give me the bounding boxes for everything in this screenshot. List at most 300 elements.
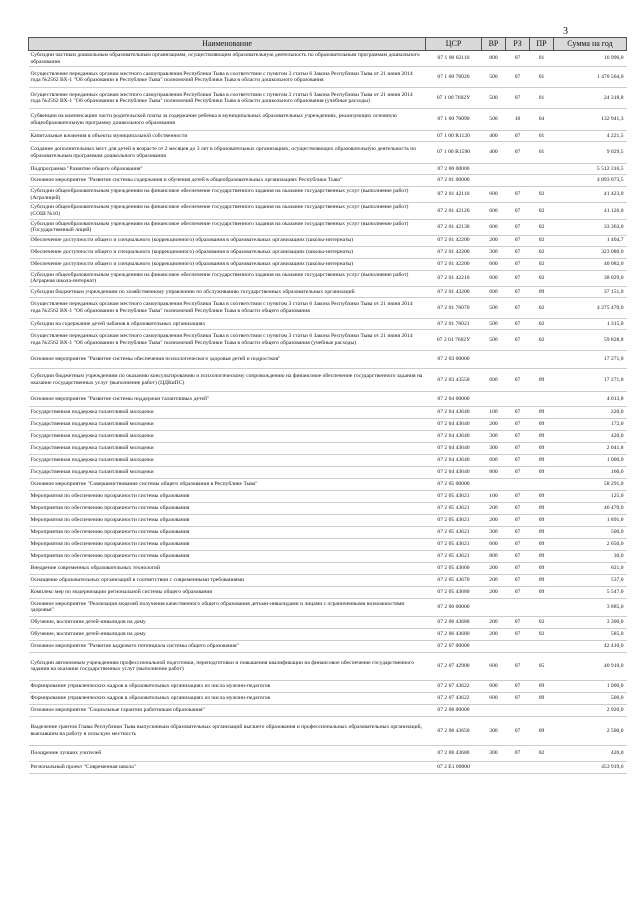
row-rz: 07 <box>506 514 530 526</box>
row-rz: 07 <box>506 235 530 246</box>
row-name: Мероприятия по обеспечению прозрачности системы образования <box>29 538 426 550</box>
row-csr: 07 2 03 00000 <box>426 350 482 368</box>
row-name: Подпрограмма "Развитие общего образования" <box>29 164 426 175</box>
row-rz: 07 <box>506 430 530 442</box>
row-csr: 07 2 01 43200 <box>426 286 482 297</box>
row-pr: 09 <box>530 418 554 430</box>
row-pr <box>530 761 554 773</box>
row-name: Основное мероприятие "Развитие кадрового потенциала системы общего образования" <box>29 640 426 652</box>
row-pr: 02 <box>530 270 554 286</box>
row-csr: 07 2 04 43640 <box>426 418 482 430</box>
row-vr: 200 <box>482 574 506 586</box>
row-csr: 07 1 00 62110 <box>426 51 482 67</box>
row-sum: 37 151,0 <box>554 286 627 297</box>
row-rz: 07 <box>506 51 530 67</box>
row-vr: 500 <box>482 67 506 88</box>
row-name: Комплекс мер по модернизации региональной системы общего образования <box>29 586 426 598</box>
row-rz <box>506 164 530 175</box>
row-csr: 07 2 04 43640 <box>426 430 482 442</box>
row-pr: 09 <box>530 442 554 454</box>
row-vr: 300 <box>482 246 506 258</box>
row-rz: 07 <box>506 142 530 164</box>
row-rz <box>506 478 530 490</box>
row-pr: 05 <box>530 652 554 680</box>
row-name: Государственная поддержка талантливой молодежи <box>29 454 426 466</box>
table-row <box>29 514 627 526</box>
row-rz: 07 <box>506 88 530 109</box>
table-row <box>29 187 627 203</box>
table-row <box>29 368 627 391</box>
row-vr: 500 <box>482 297 506 318</box>
row-sum: 5 547,0 <box>554 586 627 598</box>
table-row <box>29 490 627 502</box>
row-csr: 07 2 04 43640 <box>426 454 482 466</box>
row-name: Субсидии на содержание детей чабанов в образовательных организациях <box>29 318 426 329</box>
row-name: Осуществление переданных органам местного самоуправления Республики Тыва в соответствии с пунктом 3 статьи 6 Закона Республики Тыва от 21 июня 2014 года №2562 ВХ-1 "Об образовании в Республике Тыва" полномочий Республики Тыва в области общего образования <box>29 297 426 318</box>
row-name: Мероприятия по обеспечению прозрачности системы образования <box>29 502 426 514</box>
row-pr: 09 <box>530 586 554 598</box>
row-vr: 300 <box>482 716 506 745</box>
row-pr: 02 <box>530 616 554 628</box>
row-name: Формирование управленческих кадров в образовательных организациях из числа мужчин-педагогов <box>29 680 426 692</box>
row-pr: 09 <box>530 466 554 478</box>
row-csr: 07 2 00 00000 <box>426 164 482 175</box>
row-pr: 02 <box>530 258 554 270</box>
row-sum: 4 275 470,0 <box>554 297 627 318</box>
row-pr: 02 <box>530 318 554 329</box>
row-rz: 07 <box>506 297 530 318</box>
row-vr: 200 <box>482 514 506 526</box>
row-rz: 07 <box>506 466 530 478</box>
table-row <box>29 270 627 286</box>
row-sum: 40 910,0 <box>554 652 627 680</box>
row-name: Мероприятия по обеспечению прозрачности системы образования <box>29 550 426 562</box>
row-pr: 02 <box>530 219 554 235</box>
row-csr: 07 2 05 43660 <box>426 562 482 574</box>
row-vr <box>482 761 506 773</box>
row-vr: 300 <box>482 442 506 454</box>
row-sum: 1 000,0 <box>554 680 627 692</box>
row-pr: 09 <box>530 692 554 704</box>
row-sum: 5 512 316,5 <box>554 164 627 175</box>
row-vr: 800 <box>482 51 506 67</box>
table-row <box>29 142 627 164</box>
table-row <box>29 391 627 406</box>
table-row <box>29 716 627 745</box>
row-vr: 500 <box>482 318 506 329</box>
row-rz: 07 <box>506 716 530 745</box>
row-rz: 07 <box>506 67 530 88</box>
row-name: Осуществление переданных органам местного самоуправления Республики Тыва в соответствии с пунктом 3 статьи 6 Закона Республики Тыва от 21 июня 2014 года №2562 ВХ-1 "Об образовании в Республике Тыва" полномочий Республики Тыва в области дошкольного образования <box>29 67 426 88</box>
table-row <box>29 406 627 418</box>
row-vr: 600 <box>482 286 506 297</box>
row-name: Мероприятия по обеспечению прозрачности системы образования <box>29 490 426 502</box>
row-csr: 07 2 01 76070 <box>426 297 482 318</box>
header-name: Наименование <box>29 38 426 51</box>
row-rz: 07 <box>506 286 530 297</box>
table-row <box>29 418 627 430</box>
table-row <box>29 704 627 716</box>
row-vr <box>482 350 506 368</box>
row-pr <box>530 350 554 368</box>
row-pr: 09 <box>530 286 554 297</box>
row-name: Субсидии общеобразовательным учреждениям на финансовое обеспечение государственного задания на оказание государственных услуг (выполнение работ) (Государственный лицей) <box>29 219 426 235</box>
row-csr: 07 2 01 42110 <box>426 187 482 203</box>
row-vr: 600 <box>482 258 506 270</box>
row-pr: 09 <box>530 562 554 574</box>
row-csr: 07 2 05 43621 <box>426 514 482 526</box>
row-sum: 40 082,0 <box>554 258 627 270</box>
row-csr: 07 1 00 R1590 <box>426 142 482 164</box>
row-csr: 07 2 05 43621 <box>426 526 482 538</box>
table-row <box>29 680 627 692</box>
row-csr: 07 2 08 43680 <box>426 745 482 761</box>
row-csr: 07 2 07 42900 <box>426 652 482 680</box>
row-csr: 07 2 Е1 00000 <box>426 761 482 773</box>
row-pr: 09 <box>530 406 554 418</box>
row-pr: 02 <box>530 329 554 350</box>
row-sum: 537,0 <box>554 574 627 586</box>
row-sum: 16 996,0 <box>554 51 627 67</box>
row-vr: 200 <box>482 502 506 514</box>
row-csr: 07 2 08 00000 <box>426 704 482 716</box>
row-name: Осуществление переданных органам местного самоуправления Республики Тыва в соответствии с пунктом 3 статьи 6 Закона Республики Тыва от 21 июня 2014 года №2562 ВХ-1 "Об образовании в Республике Тыва" полномочий Республики Тыва в области общего образования (учебные расходы) <box>29 329 426 350</box>
table-row <box>29 318 627 329</box>
table-row <box>29 526 627 538</box>
header-sum: Сумма на год <box>554 38 627 51</box>
row-sum: 17 271,0 <box>554 368 627 391</box>
row-csr: 07 2 05 43621 <box>426 490 482 502</box>
row-pr: 02 <box>530 745 554 761</box>
row-sum: 500,0 <box>554 526 627 538</box>
row-name: Основное мероприятие "Развитие системы поддержки талантливых детей" <box>29 391 426 406</box>
row-name: Обеспечение доступности общего и специального (коррекционного) образования в образовательных организациях (школы-интернаты) <box>29 246 426 258</box>
row-pr: 09 <box>530 550 554 562</box>
row-name: Обеспечение доступности общего и специального (коррекционного) образования в образовательных организациях (школы-интернаты) <box>29 258 426 270</box>
row-vr: 300 <box>482 745 506 761</box>
row-rz: 07 <box>506 329 530 350</box>
row-name: Основное мероприятие "Развитие системы обеспечения психологического здоровья детей и подростков" <box>29 350 426 368</box>
row-sum: 33 363,0 <box>554 219 627 235</box>
row-sum: 46 470,0 <box>554 502 627 514</box>
row-name: Государственная поддержка талантливой молодежи <box>29 430 426 442</box>
table-row <box>29 51 627 67</box>
row-vr: 200 <box>482 418 506 430</box>
row-vr: 200 <box>482 628 506 640</box>
row-pr <box>530 175 554 187</box>
row-pr: 02 <box>530 203 554 219</box>
row-rz: 07 <box>506 454 530 466</box>
row-name: Государственная поддержка талантливой молодежи <box>29 418 426 430</box>
table-row <box>29 350 627 368</box>
row-sum: 585,0 <box>554 628 627 640</box>
row-rz: 07 <box>506 418 530 430</box>
row-name: Обеспечение доступности общего и специального (коррекционного) образования в образовательных организациях (школы-интернаты) <box>29 235 426 246</box>
row-name: Выделение грантов Главы Республики Тыва выпускникам образовательных организаций высшего образования и профессиональных образовательных организаций, выехавшим на работу в сельскую местность <box>29 716 426 745</box>
row-pr: 02 <box>530 235 554 246</box>
row-pr: 02 <box>530 297 554 318</box>
row-rz: 07 <box>506 368 530 391</box>
table-row <box>29 246 627 258</box>
row-csr: 07 2 06 43680 <box>426 616 482 628</box>
row-csr: 07 2 07 00000 <box>426 640 482 652</box>
row-rz: 07 <box>506 406 530 418</box>
row-pr: 09 <box>530 526 554 538</box>
table-row <box>29 258 627 270</box>
row-csr: 07 1 00 76020 <box>426 67 482 88</box>
row-pr: 02 <box>530 187 554 203</box>
row-csr: 07 2 05 43680 <box>426 586 482 598</box>
row-name: Поощрение лучших учителей <box>29 745 426 761</box>
row-pr: 09 <box>530 502 554 514</box>
row-pr: 09 <box>530 368 554 391</box>
row-pr: 04 <box>530 109 554 131</box>
row-csr: 07 2 05 00000 <box>426 478 482 490</box>
row-pr <box>530 704 554 716</box>
row-sum: 9 029,5 <box>554 142 627 164</box>
row-pr: 09 <box>530 716 554 745</box>
row-name: Государственная поддержка талантливой молодежи <box>29 442 426 454</box>
row-sum: 2 500,0 <box>554 716 627 745</box>
row-vr <box>482 640 506 652</box>
row-pr: 09 <box>530 538 554 550</box>
table-row <box>29 454 627 466</box>
row-rz <box>506 598 530 616</box>
row-csr: 07 2 05 43621 <box>426 502 482 514</box>
row-vr: 500 <box>482 329 506 350</box>
row-rz: 07 <box>506 574 530 586</box>
table-row <box>29 478 627 490</box>
row-rz: 07 <box>506 562 530 574</box>
table-row <box>29 235 627 246</box>
row-name: Обучение, воспитание детей-инвалидов на дому <box>29 628 426 640</box>
row-csr: 07 2 03 43550 <box>426 368 482 391</box>
row-pr: 02 <box>530 246 554 258</box>
table-row <box>29 67 627 88</box>
row-csr: 07 1 00 7602У <box>426 88 482 109</box>
table-row <box>29 640 627 652</box>
table-row <box>29 286 627 297</box>
row-name: Мероприятия по обеспечению прозрачности системы образования <box>29 514 426 526</box>
row-name: Создание дополнительных мест для детей в возрасте от 2 месяцев до 3 лет в образовательных организациях, осуществляющих образовательную деятельность по образовательным программам дошкольного образования <box>29 142 426 164</box>
row-csr: 07 2 08 43650 <box>426 716 482 745</box>
row-csr: 07 2 05 43621 <box>426 538 482 550</box>
row-sum: 1 470 564,0 <box>554 67 627 88</box>
row-vr: 600 <box>482 454 506 466</box>
row-csr: 07 2 01 42200 <box>426 258 482 270</box>
row-vr: 100 <box>482 490 506 502</box>
table-row <box>29 430 627 442</box>
row-rz: 07 <box>506 692 530 704</box>
row-sum: 2 920,0 <box>554 704 627 716</box>
row-rz: 07 <box>506 616 530 628</box>
row-csr: 07 2 04 43640 <box>426 442 482 454</box>
row-csr: 07 2 04 43640 <box>426 406 482 418</box>
row-vr: 200 <box>482 235 506 246</box>
row-rz: 07 <box>506 270 530 286</box>
row-vr: 600 <box>482 538 506 550</box>
row-csr: 07 2 01 42210 <box>426 270 482 286</box>
table-row <box>29 203 627 219</box>
row-name: Субсидии общеобразовательным учреждениям на финансовое обеспечение государственного задания на оказание государственных услуг (выполнение работ) (СОШ №10) <box>29 203 426 219</box>
row-sum: 621,0 <box>554 562 627 574</box>
row-pr: 01 <box>530 51 554 67</box>
row-vr <box>482 704 506 716</box>
row-name: Субсидии бюджетным учреждениям по оказанию консультированию и психологическому сопровождению на финансовое обеспечение государственного задания на оказание государственных услуг (выполнение работ) (ЦДКиПС) <box>29 368 426 391</box>
row-vr: 100 <box>482 406 506 418</box>
row-rz: 07 <box>506 586 530 598</box>
row-name: Мероприятия по обеспечению прозрачности системы образования <box>29 526 426 538</box>
table-row <box>29 538 627 550</box>
row-sum: 420,0 <box>554 745 627 761</box>
row-sum: 17 271,0 <box>554 350 627 368</box>
row-sum: 3 885,0 <box>554 598 627 616</box>
row-rz: 07 <box>506 131 530 142</box>
row-csr: 07 2 01 42130 <box>426 219 482 235</box>
row-csr: 07 2 01 00000 <box>426 175 482 187</box>
row-csr: 07 1 00 R1120 <box>426 131 482 142</box>
row-vr: 800 <box>482 550 506 562</box>
row-pr: 09 <box>530 430 554 442</box>
row-vr: 600 <box>482 219 506 235</box>
budget-table <box>28 37 627 774</box>
row-name: Субсидии общеобразовательным учреждениям на финансовое обеспечение государственного задания на оказание государственных услуг (выполнение работ) (Агролицей) <box>29 187 426 203</box>
row-pr <box>530 598 554 616</box>
row-sum: 1 315,0 <box>554 318 627 329</box>
row-pr <box>530 164 554 175</box>
table-body <box>29 51 627 774</box>
row-sum: 132 941,3 <box>554 109 627 131</box>
row-rz: 07 <box>506 219 530 235</box>
row-rz <box>506 175 530 187</box>
row-pr <box>530 640 554 652</box>
row-pr: 02 <box>530 628 554 640</box>
table-row <box>29 466 627 478</box>
row-sum: 59 828,8 <box>554 329 627 350</box>
table-row <box>29 131 627 142</box>
row-rz: 07 <box>506 538 530 550</box>
row-rz: 07 <box>506 246 530 258</box>
table-row <box>29 562 627 574</box>
table-row <box>29 598 627 616</box>
row-sum: 2 650,0 <box>554 538 627 550</box>
row-name: Субсидии автономным учреждениям профессиональной подготовки, переподготовки и повышения квалификации на финансовое обеспечение государственного задания на оказание государственных услуг (выполнение работ) <box>29 652 426 680</box>
row-name: Государственная поддержка талантливой молодежи <box>29 406 426 418</box>
row-csr: 07 2 01 76021 <box>426 318 482 329</box>
table-row <box>29 692 627 704</box>
row-vr: 600 <box>482 652 506 680</box>
row-sum: 160,0 <box>554 466 627 478</box>
table-row <box>29 164 627 175</box>
row-name: Основное мероприятие "Реализация моделей получения качественного общего образования детьми-инвалидами и лицами с ограниченными возможностями здоровья" <box>29 598 426 616</box>
row-pr: 01 <box>530 142 554 164</box>
row-sum: 58 291,0 <box>554 478 627 490</box>
row-sum: 172,0 <box>554 418 627 430</box>
row-csr: 07 1 00 76090 <box>426 109 482 131</box>
row-csr: 07 2 07 43622 <box>426 692 482 704</box>
row-vr: 500 <box>482 88 506 109</box>
row-rz: 07 <box>506 490 530 502</box>
row-rz: 10 <box>506 109 530 131</box>
row-name: Государственная поддержка талантливой молодежи <box>29 466 426 478</box>
header-csr: ЦСР <box>426 38 482 51</box>
row-sum: 42 410,0 <box>554 640 627 652</box>
row-vr <box>482 391 506 406</box>
row-vr: 200 <box>482 586 506 598</box>
row-rz: 07 <box>506 318 530 329</box>
row-pr: 09 <box>530 454 554 466</box>
header-rz: РЗ <box>506 38 530 51</box>
row-sum: 1 000,0 <box>554 454 627 466</box>
row-pr: 09 <box>530 514 554 526</box>
row-vr <box>482 478 506 490</box>
row-csr: 07 2 05 43621 <box>426 550 482 562</box>
table-row <box>29 761 627 773</box>
row-vr: 600 <box>482 368 506 391</box>
row-vr: 600 <box>482 680 506 692</box>
row-vr: 800 <box>482 466 506 478</box>
row-sum: 2 041,8 <box>554 442 627 454</box>
row-sum: 420,0 <box>554 430 627 442</box>
table-row <box>29 219 627 235</box>
row-rz <box>506 704 530 716</box>
row-vr <box>482 164 506 175</box>
row-rz: 07 <box>506 258 530 270</box>
row-csr: 07 2 01 42120 <box>426 203 482 219</box>
row-pr: 09 <box>530 490 554 502</box>
row-name: Осуществление переданных органам местного самоуправления Республики Тыва в соответствии с пунктом 3 статьи 6 Закона Республики Тыва от 21 июня 2014 года №2562 ВХ-1 "Об образовании в Республике Тыва" полномочий Республики Тыва в области дошкольного образования (учебные расходы) <box>29 88 426 109</box>
row-name: Основное мероприятие "Развитие системы содержания и обучения детей в общеобразовательных организациях Республики Тыва" <box>29 175 426 187</box>
row-csr: 07 2 01 42200 <box>426 235 482 246</box>
table-row <box>29 745 627 761</box>
row-csr: 07 2 06 43680 <box>426 628 482 640</box>
row-vr: 300 <box>482 526 506 538</box>
row-vr: 400 <box>482 142 506 164</box>
table-row <box>29 502 627 514</box>
row-rz: 07 <box>506 442 530 454</box>
header-pr: ПР <box>530 38 554 51</box>
table-row <box>29 109 627 131</box>
row-csr: 07 2 07 43622 <box>426 680 482 692</box>
row-rz: 07 <box>506 203 530 219</box>
row-sum: 323 080,0 <box>554 246 627 258</box>
row-sum: 220,0 <box>554 406 627 418</box>
row-pr <box>530 391 554 406</box>
row-sum: 125,0 <box>554 490 627 502</box>
row-vr <box>482 175 506 187</box>
row-rz: 07 <box>506 502 530 514</box>
row-name: Субвенции на компенсацию части родительской платы за содержание ребенка в муниципальных образовательных учреждениях, реализующих основную общеобразовательную программу дошкольного образования <box>29 109 426 131</box>
row-sum: 38 029,0 <box>554 270 627 286</box>
row-csr: 07 2 06 00000 <box>426 598 482 616</box>
row-sum: 41 126,0 <box>554 203 627 219</box>
row-name: Капитальные вложения в объекты муниципальной собственности <box>29 131 426 142</box>
row-csr: 07 2 04 43640 <box>426 466 482 478</box>
row-vr: 500 <box>482 109 506 131</box>
table-row <box>29 628 627 640</box>
row-name: Внедрение современных образовательных технологий <box>29 562 426 574</box>
row-csr: 07 2 05 43670 <box>426 574 482 586</box>
row-name: Региональный проект "Современная школа" <box>29 761 426 773</box>
row-rz: 07 <box>506 745 530 761</box>
table-row <box>29 586 627 598</box>
row-rz: 07 <box>506 680 530 692</box>
row-csr: 07 2 01 7602У <box>426 329 482 350</box>
row-sum: 1 891,0 <box>554 514 627 526</box>
table-row <box>29 175 627 187</box>
row-sum: 4 013,8 <box>554 391 627 406</box>
row-vr: 600 <box>482 270 506 286</box>
